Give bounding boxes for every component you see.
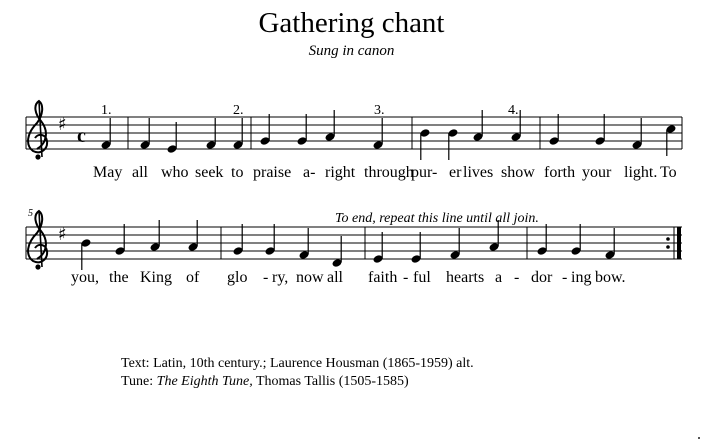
lyrics-system-1: [93, 164, 677, 181]
lyric-syllable: now: [296, 269, 324, 286]
tune-credit: [121, 373, 409, 390]
lyric-syllable: To: [660, 164, 677, 181]
note: [372, 118, 383, 150]
note: [472, 110, 483, 142]
performance-instruction: To end, repeat this line until all join.: [335, 211, 539, 226]
staff-system-1: [26, 101, 682, 181]
staff-system-2: [26, 208, 682, 286]
note: [100, 118, 111, 150]
lyric-syllable: the: [109, 269, 129, 286]
note: [570, 224, 581, 256]
treble-clef-icon: [28, 101, 47, 160]
note: [447, 128, 458, 160]
note: [449, 228, 460, 260]
note: [298, 228, 309, 260]
entry-marker: 3.: [374, 103, 385, 118]
measure-number: 5: [28, 208, 33, 219]
lyric-syllable: faith: [368, 269, 398, 286]
lyric-syllable: -: [514, 269, 520, 286]
lyric-syllable: praise: [253, 164, 292, 181]
lyric-syllable: show: [501, 164, 535, 181]
lyric-syllable: -: [562, 269, 568, 286]
note: [410, 232, 421, 264]
lyric-syllable: right: [325, 164, 356, 181]
text-credit: Text: Latin, 10th century.; Laurence Housman (1865-1959) alt.: [121, 356, 474, 371]
lyric-syllable: light.: [624, 164, 658, 181]
note: [232, 224, 243, 256]
lyric-syllable: all: [132, 164, 148, 181]
lyric-syllable: forth: [544, 164, 576, 181]
lyric-syllable: of: [186, 269, 200, 286]
lyric-syllable: seek: [195, 164, 224, 181]
lyric-syllable: er: [449, 164, 462, 181]
note: [548, 114, 559, 146]
tune-label: Tune:: [121, 374, 157, 389]
note: [331, 236, 342, 268]
entry-markers: [101, 103, 519, 118]
lyric-syllable: who: [161, 164, 189, 181]
note: [604, 228, 615, 260]
note: [372, 232, 383, 264]
tune-name: The Eighth Tune,: [156, 374, 253, 389]
note: [324, 110, 335, 142]
lyric-syllable: a-: [303, 164, 316, 181]
lyric-syllable: glo: [227, 269, 248, 286]
corner-dot: [698, 437, 700, 439]
lyric-syllable: lives: [463, 164, 494, 181]
entry-marker: 1.: [101, 103, 112, 118]
note: [594, 114, 605, 146]
note: [232, 118, 243, 150]
note: [296, 114, 307, 146]
entry-marker: 4.: [508, 103, 519, 118]
note: [419, 128, 430, 160]
lyric-syllable: hearts: [446, 269, 485, 286]
lyric-syllable: May: [93, 164, 123, 181]
lyrics-system-2: [71, 269, 626, 286]
note: [80, 238, 91, 270]
treble-clef-icon: [28, 211, 47, 270]
note: [166, 122, 177, 154]
lyric-syllable: your: [582, 164, 612, 181]
lyric-syllable: -: [403, 269, 409, 286]
lyric-syllable: King: [140, 269, 172, 286]
lyric-syllable: ing: [571, 269, 592, 286]
note: [114, 224, 125, 256]
note: [665, 124, 676, 156]
lyric-syllable: a: [495, 269, 503, 286]
lyric-syllable: dor: [531, 269, 553, 286]
tune-composer: Thomas Tallis (1505-1585): [252, 374, 409, 389]
note: [205, 118, 216, 150]
note: [264, 224, 275, 256]
hymn-title: Gathering chant: [258, 7, 445, 39]
lyric-syllable: bow.: [595, 269, 626, 286]
note: [187, 220, 198, 252]
note: [149, 220, 160, 252]
lyric-syllable: ry,: [272, 269, 289, 286]
lyric-syllable: all: [327, 269, 343, 286]
common-time-icon: c: [77, 125, 86, 147]
lyric-syllable: through: [364, 164, 414, 181]
note: [139, 118, 150, 150]
lyric-syllable: you,: [71, 269, 99, 286]
note: [536, 224, 547, 256]
lyric-syllable: to: [231, 164, 244, 181]
lyric-syllable: -: [263, 269, 269, 286]
sharp-icon: ♯: [58, 224, 67, 245]
lyric-syllable: pur-: [411, 164, 438, 181]
note: [259, 114, 270, 146]
sharp-icon: ♯: [58, 114, 67, 135]
note: [631, 118, 642, 150]
lyric-syllable: ful: [413, 269, 431, 286]
entry-marker: 2.: [233, 103, 244, 118]
hymn-subtitle: Sung in canon: [308, 43, 395, 59]
